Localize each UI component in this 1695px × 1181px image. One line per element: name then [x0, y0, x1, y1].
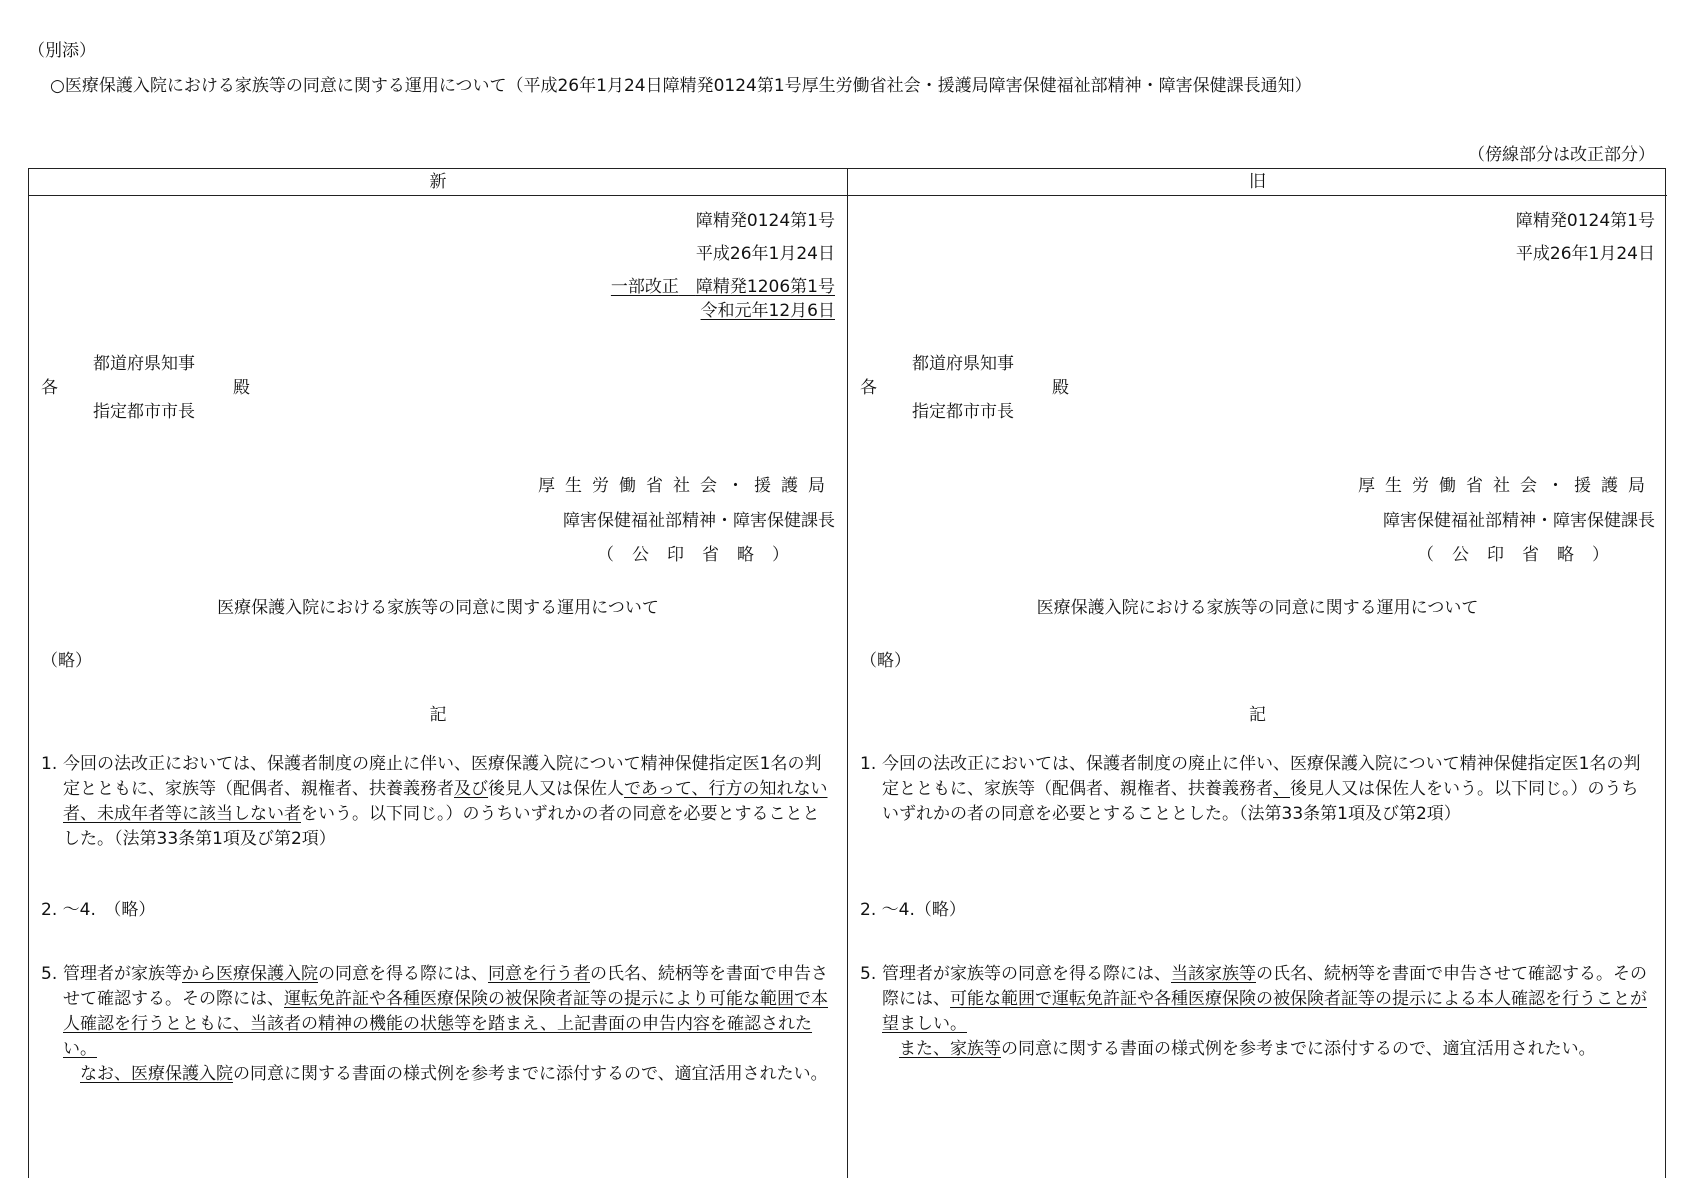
new-item-5-number: 5.: [41, 964, 58, 984]
new-item-1-amended-1: 及び: [454, 779, 488, 799]
new-item-1-text: [63, 752, 835, 852]
new-item-1-amended-2: であって、行方の知れない者、未成年者等に該当しない者: [63, 779, 828, 824]
old-item-5-paragraph-2: [882, 1037, 1655, 1062]
new-item-2-4: 2. ～4. （略）: [41, 900, 156, 920]
new-department: 障害保健福祉部精神・障害保健課長: [563, 511, 835, 531]
old-item-1-number: 1.: [860, 754, 877, 774]
new-ki: 記: [429, 705, 447, 725]
old-omitted: （略）: [860, 651, 911, 671]
new-addressee-each: 各: [41, 378, 58, 398]
new-column-header: 新: [29, 169, 847, 196]
old-subject: 医療保護入院における家族等の同意に関する運用について: [1036, 598, 1479, 618]
new-item-5-p2-amended: なお、医療保護入院: [80, 1064, 233, 1084]
old-item-1-text: [882, 752, 1655, 827]
new-item-1-number: 1.: [41, 754, 58, 774]
old-item-5: [860, 962, 1655, 1062]
new-doc-date: 平成26年1月24日: [695, 244, 835, 264]
new-item-1-part-c: をいう。以下同じ。）のうちいずれかの者の同意を必要とすることとした。（法第33条第1項及び第2項）: [63, 804, 820, 849]
old-addressee-honorific: 殿: [1052, 378, 1069, 398]
old-item-5-amended-1: 当該家族等: [1171, 964, 1256, 984]
new-ministry: 厚生労働省社会・援護局: [538, 476, 835, 496]
new-doc-number: 障精発0124第1号: [695, 211, 835, 231]
old-item-1: [860, 752, 1655, 827]
old-addressee-mayor: 指定都市市長: [912, 402, 1014, 422]
old-doc-date: 平成26年1月24日: [1515, 244, 1655, 264]
new-item-5: [41, 962, 835, 1087]
old-seal-note: （公印省略）: [1417, 545, 1627, 565]
new-addressee-honorific: 殿: [233, 378, 250, 398]
old-item-1-part-b: 後見人又は保佐人をいう。以下同じ。）のうちいずれかの者の同意を必要とすることとした。（法第33条第1項及び第2項）: [882, 779, 1639, 824]
new-addressee-mayor: 指定都市市長: [93, 402, 195, 422]
old-doc-number: 障精発0124第1号: [1515, 211, 1655, 231]
new-item-5-part-a: 管理者が家族等: [63, 964, 182, 984]
comparison-table: [28, 168, 1666, 1178]
new-addressee-governor: 都道府県知事: [93, 354, 195, 374]
old-ministry: 厚生労働省社会・援護局: [1358, 476, 1655, 496]
new-omitted: （略）: [41, 651, 92, 671]
new-item-5-amended-1: から医療保護入院: [182, 964, 318, 984]
new-revision-line: [611, 272, 835, 297]
old-column: [848, 169, 1667, 1178]
old-column-body: [848, 196, 1667, 1178]
old-item-5-part-a: 管理者が家族等の同意を得る際には、: [882, 964, 1171, 984]
old-item-2-4: 2. ～4.（略）: [860, 900, 966, 920]
new-item-5-part-c: の氏名、続柄等を書面で申告させて確認する。その際には、: [63, 964, 828, 1009]
new-revision-label: 一部改正: [610, 277, 679, 297]
new-item-5-p2-rest: の同意に関する書面の様式例を参考までに添付するので、適宜活用されたい。: [233, 1064, 828, 1084]
old-item-5-number: 5.: [860, 964, 877, 984]
new-revision-date: 令和元年12月6日: [700, 301, 835, 321]
old-addressee-governor: 都道府県知事: [912, 354, 1014, 374]
old-item-5-amended-2: 可能な範囲で: [950, 989, 1052, 1009]
new-item-1-part-b: 後見人又は保佐人: [488, 779, 624, 799]
annex-label: （別添）: [28, 41, 96, 61]
old-item-5-text: [882, 962, 1655, 1037]
new-subject: 医療保護入院における家族等の同意に関する運用について: [217, 598, 659, 618]
old-item-5-amended-3: 運転免許証や各種医療保険の被保険者証等の提示による本人確認を行うことが望ましい。: [882, 989, 1647, 1034]
new-item-1: [41, 752, 835, 852]
old-item-5-p2-rest: の同意に関する書面の様式例を参考までに添付するので、適宜活用されたい。: [1001, 1039, 1596, 1059]
new-column-body: [29, 196, 847, 1178]
new-column: [29, 169, 848, 1178]
legend-note: （傍線部分は改正部分）: [1468, 145, 1655, 165]
old-column-header: 旧: [848, 169, 1667, 196]
new-item-5-amended-2: 同意を行う者: [488, 964, 590, 984]
old-item-5-p2-amended: また、家族等: [899, 1039, 1001, 1059]
old-ki: 記: [1249, 705, 1266, 725]
new-item-1-part-a: 今回の法改正においては、保護者制度の廃止に伴い、医療保護入院について精神保健指定医1名の判定とともに、家族等（配偶者、親権者、扶養義務者: [63, 754, 822, 799]
old-item-5-part-b: の氏名、続柄等を書面で申告させて確認する。その際には、: [882, 964, 1647, 1009]
new-item-5-part-b: の同意を得る際には、: [318, 964, 488, 984]
new-seal-note: （公印省略）: [597, 545, 807, 565]
document-title: ○医療保護入院における家族等の同意に関する運用について（平成26年1月24日障精発0124第1号厚生労働省社会・援護局障害保健福祉部精神・障害保健課長通知）: [50, 76, 1312, 96]
new-revision-number: 障精発1206第1号: [695, 277, 835, 297]
old-item-1-part-a: 今回の法改正においては、保護者制度の廃止に伴い、医療保護入院について精神保健指定医1名の判定とともに、家族等（配偶者、親権者、扶養義務者: [882, 754, 1641, 799]
new-item-5-amended-3: 運転免許証や各種医療保険の被保険者証等の提示により可能な範囲で本人確認を行うとともに、当該者の精神の機能の状態等を踏まえ、上記書面の申告内容を確認されたい。: [63, 989, 828, 1059]
new-item-5-paragraph-2: [63, 1062, 835, 1087]
old-department: 障害保健福祉部精神・障害保健課長: [1383, 511, 1655, 531]
old-item-1-amended-1: 、: [1273, 779, 1290, 799]
new-item-5-text: [63, 962, 835, 1062]
old-addressee-each: 各: [860, 378, 877, 398]
